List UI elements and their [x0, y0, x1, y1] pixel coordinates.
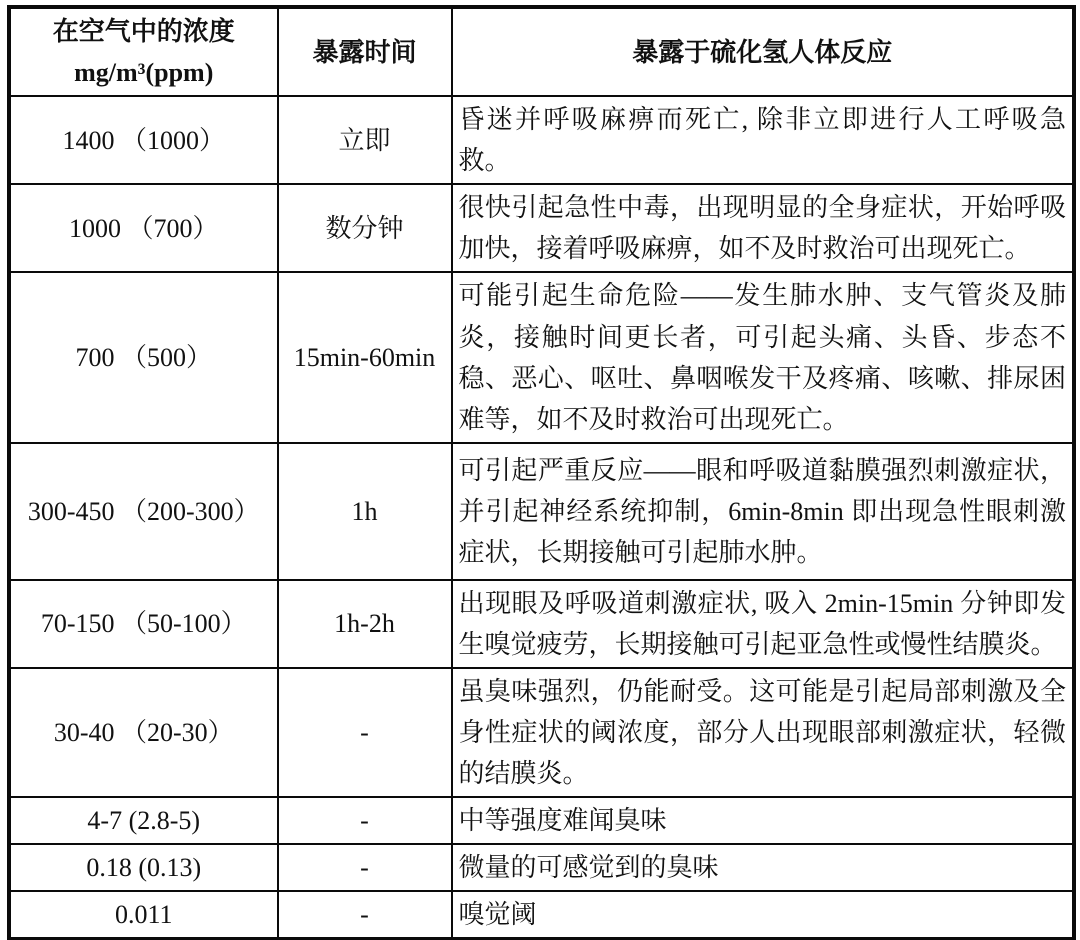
concentration-cell: 0.18 (0.13)	[10, 844, 278, 891]
reaction-cell: 可引起严重反应——眼和呼吸道黏膜强烈刺激症状，并引起神经系统抑制，6min-8min 即出现急性眼刺激症状，长期接触可引起肺水肿。	[452, 443, 1074, 580]
concentration-cell: 0.011	[10, 891, 278, 939]
reaction-cell: 微量的可感觉到的臭味	[452, 844, 1074, 891]
exposure-time-cell: 数分钟	[278, 184, 452, 272]
table-row	[10, 272, 1074, 442]
exposure-time-cell: -	[278, 668, 452, 797]
exposure-time-cell: -	[278, 797, 452, 844]
header-concentration-title: 在空气中的浓度	[52, 17, 235, 46]
exposure-time-cell: 立即	[278, 96, 452, 184]
exposure-time-cell: -	[278, 891, 452, 939]
concentration-cell: 300-450 （200-300）	[10, 443, 278, 580]
concentration-cell: 4-7 (2.8-5)	[10, 797, 278, 844]
exposure-time-cell: -	[278, 844, 452, 891]
reaction-cell: 出现眼及呼吸道刺激症状, 吸入 2min-15min 分钟即发生嗅觉疲劳，长期接触可引起亚急性或慢性结膜炎。	[452, 580, 1074, 668]
concentration-cell: 30-40 （20-30）	[10, 668, 278, 797]
reaction-cell: 嗅觉阈	[452, 891, 1074, 939]
table-row	[10, 891, 1074, 939]
reaction-cell: 中等强度难闻臭味	[452, 797, 1074, 844]
concentration-cell: 1000 （700）	[10, 184, 278, 272]
h2s-exposure-table	[8, 6, 1075, 940]
header-reaction: 暴露于硫化氢人体反应	[452, 8, 1074, 97]
reaction-cell: 可能引起生命危险——发生肺水肿、支气管炎及肺炎，接触时间更长者，可引起头痛、头昏、步态不稳、恶心、呕吐、鼻咽喉发干及疼痛、咳嗽、排尿困难等，如不及时救治可出现死亡。	[452, 272, 1074, 442]
table-row	[10, 184, 1074, 272]
table-row	[10, 580, 1074, 668]
concentration-cell: 700 （500）	[10, 272, 278, 442]
table-row	[10, 844, 1074, 891]
reaction-cell: 昏迷并呼吸麻痹而死亡, 除非立即进行人工呼吸急救。	[452, 96, 1074, 184]
header-concentration-unit: mg/m³(ppm)	[74, 58, 214, 88]
exposure-time-cell: 1h	[278, 443, 452, 580]
exposure-time-cell: 1h-2h	[278, 580, 452, 668]
header-concentration	[10, 8, 278, 97]
concentration-cell: 70-150 （50-100）	[10, 580, 278, 668]
table-row	[10, 797, 1074, 844]
concentration-cell: 1400 （1000）	[10, 96, 278, 184]
reaction-cell: 虽臭味强烈，仍能耐受。这可能是引起局部刺激及全身性症状的阈浓度，部分人出现眼部刺激症状，轻微的结膜炎。	[452, 668, 1074, 797]
table-row	[10, 443, 1074, 580]
table-row	[10, 96, 1074, 184]
exposure-time-cell: 15min-60min	[278, 272, 452, 442]
reaction-cell: 很快引起急性中毒，出现明显的全身症状，开始呼吸加快，接着呼吸麻痹，如不及时救治可出现死亡。	[452, 184, 1074, 272]
table-row	[10, 668, 1074, 797]
header-exposure-time: 暴露时间	[278, 8, 452, 97]
header-row	[10, 8, 1074, 97]
